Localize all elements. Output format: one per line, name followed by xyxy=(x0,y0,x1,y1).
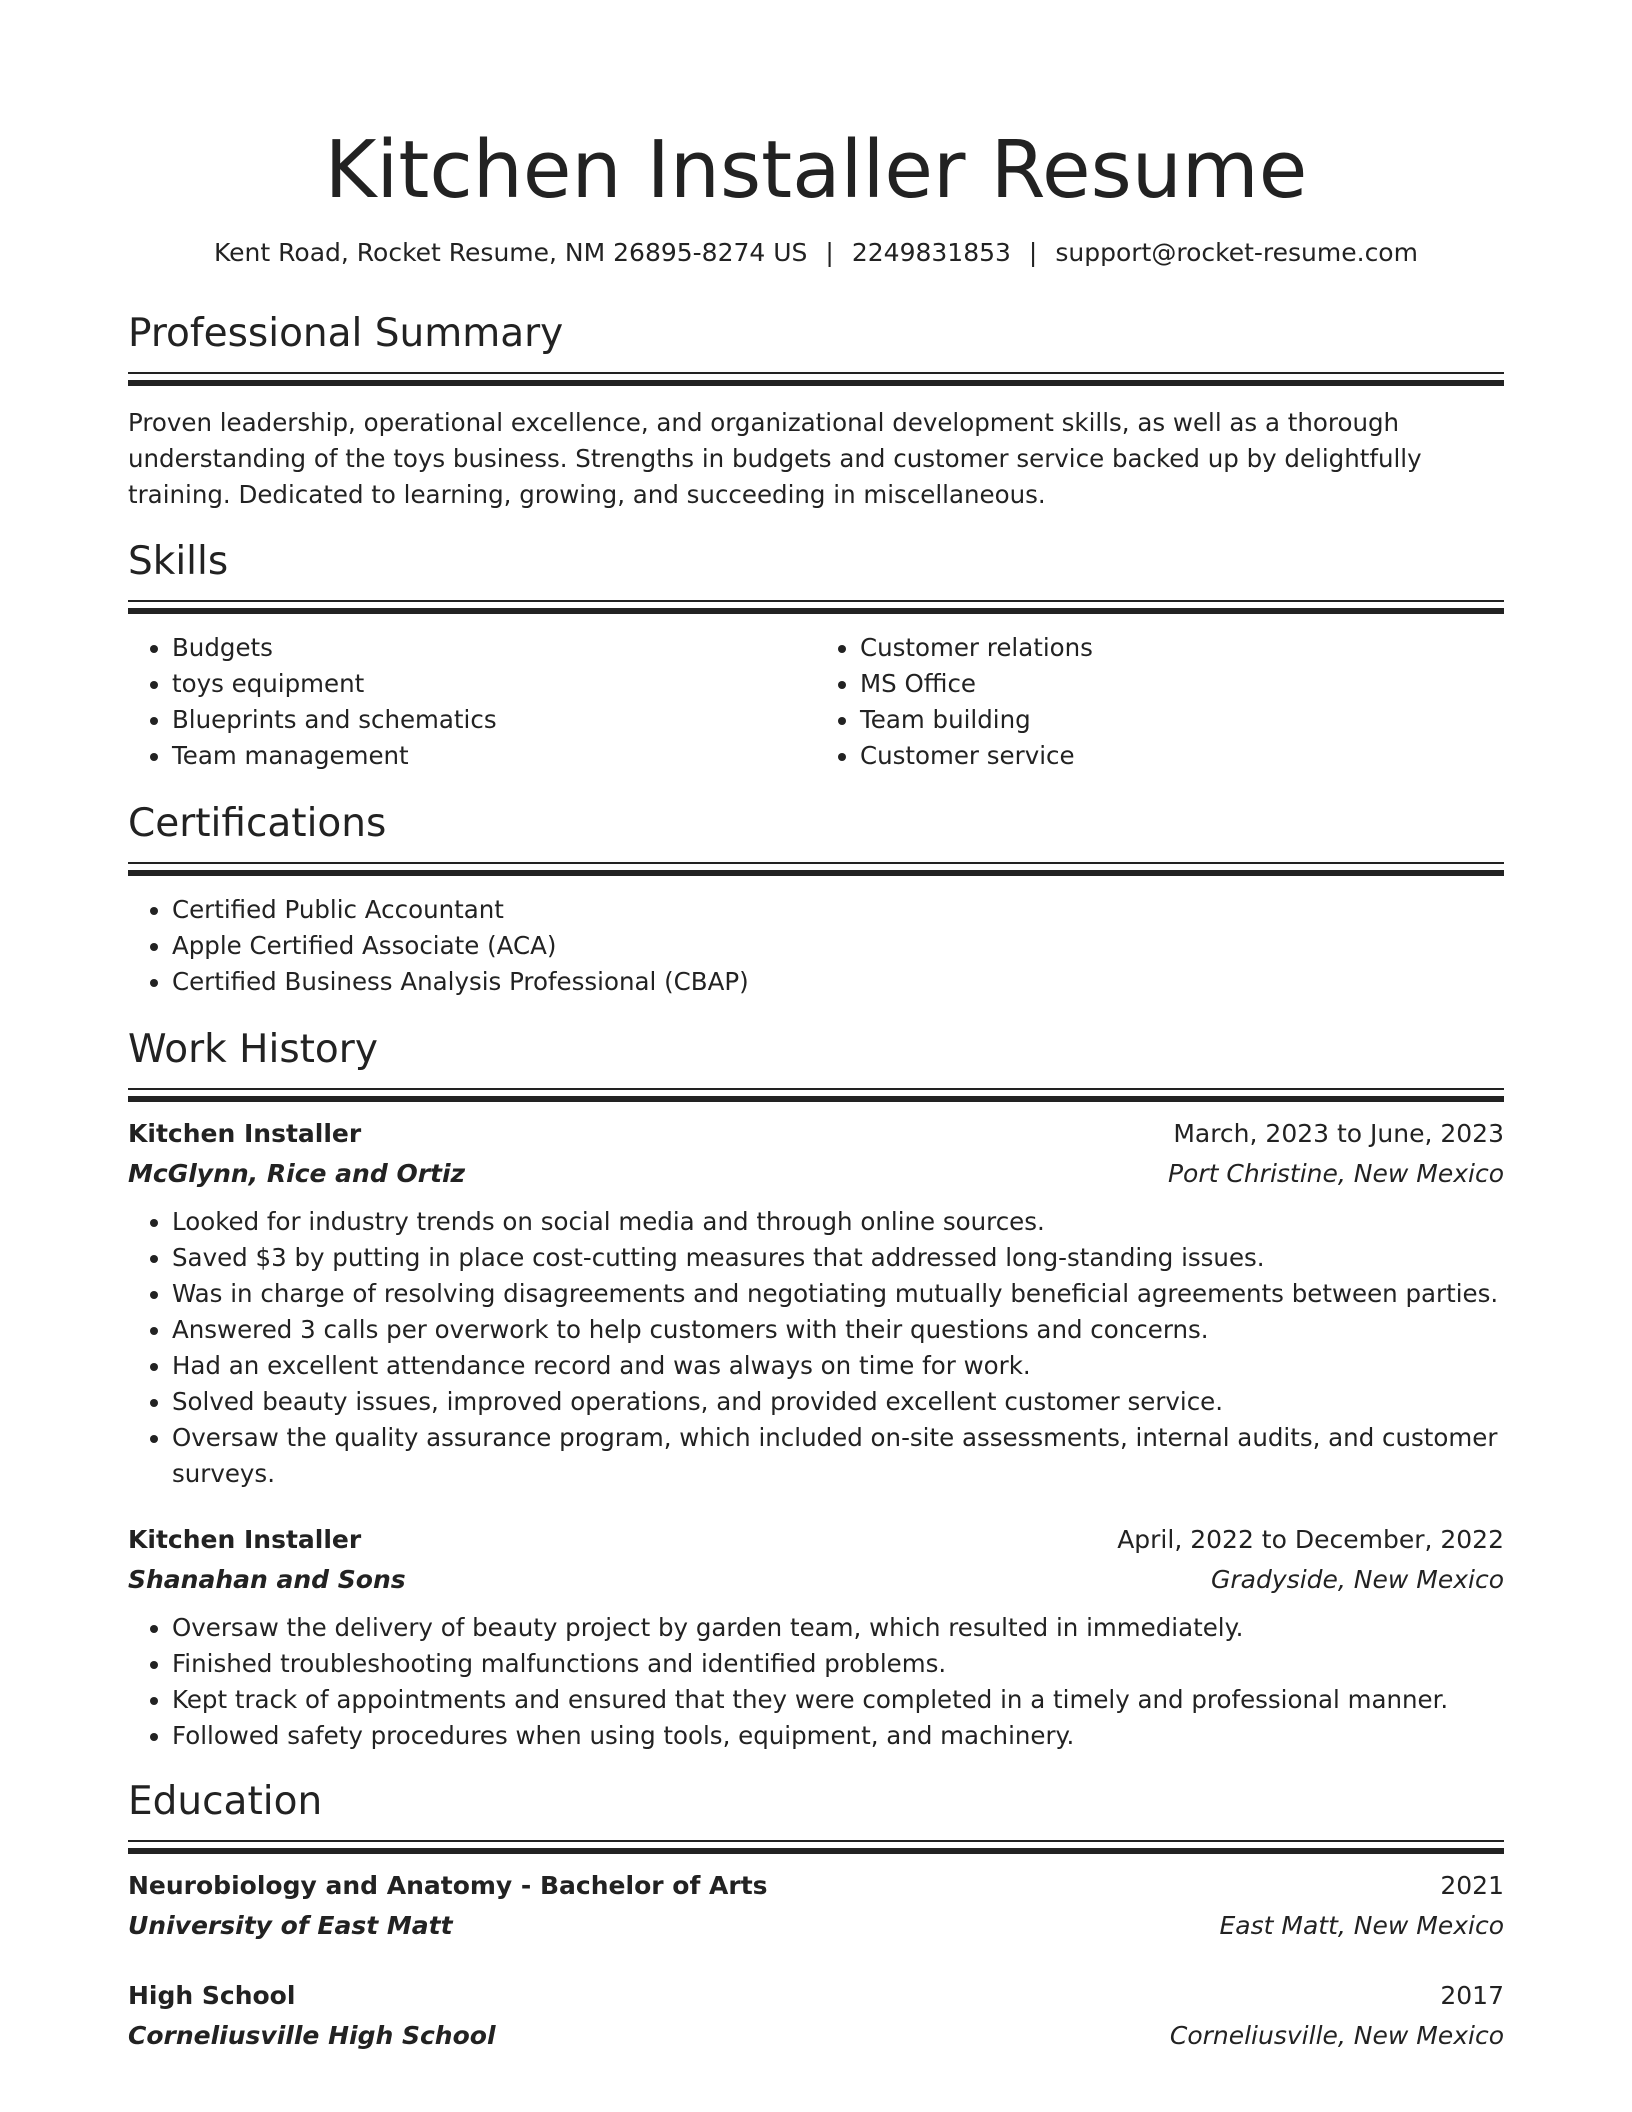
job-subheader-row xyxy=(128,1154,1504,1194)
job-bullet: • Answered 3 calls per overwork to help customers with their questions and concerns. xyxy=(172,1312,1504,1348)
certification-item: • Certified Business Analysis Professional (CBAP) xyxy=(172,964,1504,1000)
job-bullet: • Was in charge of resolving disagreements and negotiating mutually beneficial agreements between parties. xyxy=(172,1276,1504,1312)
job-bullet: • Kept track of appointments and ensured that they were completed in a timely and professional manner. xyxy=(172,1682,1504,1718)
education-section xyxy=(128,1778,1504,2056)
skill-item: • Customer relations xyxy=(860,630,1504,666)
certifications-section xyxy=(128,800,1504,1000)
job-bullet: • Oversaw the quality assurance program, which included on-site assessments, internal audits, and customer surveys. xyxy=(172,1420,1504,1492)
education-school: University of East Matt xyxy=(128,1911,453,1940)
skill-item: • MS Office xyxy=(860,666,1504,702)
section-divider xyxy=(128,1088,1504,1102)
job-subheader-row xyxy=(128,1560,1504,1600)
job-entry xyxy=(128,1520,1504,1754)
section-divider xyxy=(128,862,1504,876)
education-year: 2017 xyxy=(1440,1981,1504,2010)
job-bullet: • Looked for industry trends on social media and through online sources. xyxy=(172,1204,1504,1240)
education-degree: High School xyxy=(128,1981,296,2010)
skills-heading: Skills xyxy=(128,539,229,584)
contact-separator: | xyxy=(825,238,834,267)
education-header-row xyxy=(128,1976,1504,2016)
job-header-row xyxy=(128,1114,1504,1154)
contact-line xyxy=(128,236,1504,270)
skill-item: • Blueprints and schematics xyxy=(172,702,816,738)
certification-item: • Certified Public Accountant xyxy=(172,892,1504,928)
job-location: Port Christine, New Mexico xyxy=(1167,1159,1504,1188)
section-divider xyxy=(128,600,1504,614)
resume-title: Kitchen Installer Resume xyxy=(324,124,1308,216)
contact-email[interactable]: support@rocket-resume.com xyxy=(1055,238,1418,267)
job-bullet: • Solved beauty issues, improved operations, and provided excellent customer service. xyxy=(172,1384,1504,1420)
skills-right-list xyxy=(816,630,1504,774)
summary-heading: Professional Summary xyxy=(128,311,564,356)
education-subheader-row xyxy=(128,1906,1504,1946)
contact-address: Kent Road, Rocket Resume, NM 26895-8274 US xyxy=(214,238,808,267)
skill-item: • Team management xyxy=(172,738,816,774)
skills-section xyxy=(128,538,1504,774)
education-degree: Neurobiology and Anatomy - Bachelor of Arts xyxy=(128,1871,768,1900)
job-bullets xyxy=(128,1204,1504,1492)
job-entry xyxy=(128,1114,1504,1492)
education-entry xyxy=(128,1866,1504,1946)
summary-text: Proven leadership, operational excellence, and organizational development skills, as well as a thorough understanding of the toys business. Strengths in budgets and customer service backed up by delightfully training. Dedicated to learning, growing, and succeeding in miscellaneous. xyxy=(128,408,1422,509)
summary-section xyxy=(128,310,1504,513)
job-bullet: • Saved $3 by putting in place cost-cutting measures that addressed long-standing issues. xyxy=(172,1240,1504,1276)
education-heading: Education xyxy=(128,1779,323,1824)
education-entry xyxy=(128,1976,1504,2056)
job-company: McGlynn, Rice and Ortiz xyxy=(128,1159,466,1188)
education-location: East Matt, New Mexico xyxy=(1219,1911,1504,1940)
section-divider xyxy=(128,1840,1504,1854)
job-bullet: • Had an excellent attendance record and was always on time for work. xyxy=(172,1348,1504,1384)
skills-columns xyxy=(128,630,1504,774)
job-location: Gradyside, New Mexico xyxy=(1211,1565,1504,1594)
job-dates: March, 2023 to June, 2023 xyxy=(1173,1119,1504,1148)
job-title: Kitchen Installer xyxy=(128,1119,362,1148)
certifications-list xyxy=(128,892,1504,1000)
certification-item: • Apple Certified Associate (ACA) xyxy=(172,928,1504,964)
certifications-heading: Certifications xyxy=(128,801,387,846)
job-bullet: • Oversaw the delivery of beauty project by garden team, which resulted in immediately. xyxy=(172,1610,1504,1646)
job-title: Kitchen Installer xyxy=(128,1525,362,1554)
contact-phone: 2249831853 xyxy=(851,238,1011,267)
contact-separator: | xyxy=(1028,238,1038,267)
job-header-row xyxy=(128,1520,1504,1560)
job-bullet: • Followed safety procedures when using tools, equipment, and machinery. xyxy=(172,1718,1504,1754)
skill-item: • Budgets xyxy=(172,630,816,666)
skill-item: • toys equipment xyxy=(172,666,816,702)
job-bullets xyxy=(128,1610,1504,1754)
education-subheader-row xyxy=(128,2016,1504,2056)
education-school: Corneliusville High School xyxy=(128,2021,496,2050)
education-header-row xyxy=(128,1866,1504,1906)
education-year: 2021 xyxy=(1440,1871,1504,1900)
job-bullet: • Finished troubleshooting malfunctions and identified problems. xyxy=(172,1646,1504,1682)
skill-item: • Team building xyxy=(860,702,1504,738)
work-heading: Work History xyxy=(128,1027,378,1072)
skills-left-list xyxy=(128,630,816,774)
job-dates: April, 2022 to December, 2022 xyxy=(1117,1525,1504,1554)
job-company: Shanahan and Sons xyxy=(128,1565,406,1594)
section-divider xyxy=(128,372,1504,386)
skill-item: • Customer service xyxy=(860,738,1504,774)
work-section xyxy=(128,1026,1504,1754)
education-location: Corneliusville, New Mexico xyxy=(1169,2021,1504,2050)
